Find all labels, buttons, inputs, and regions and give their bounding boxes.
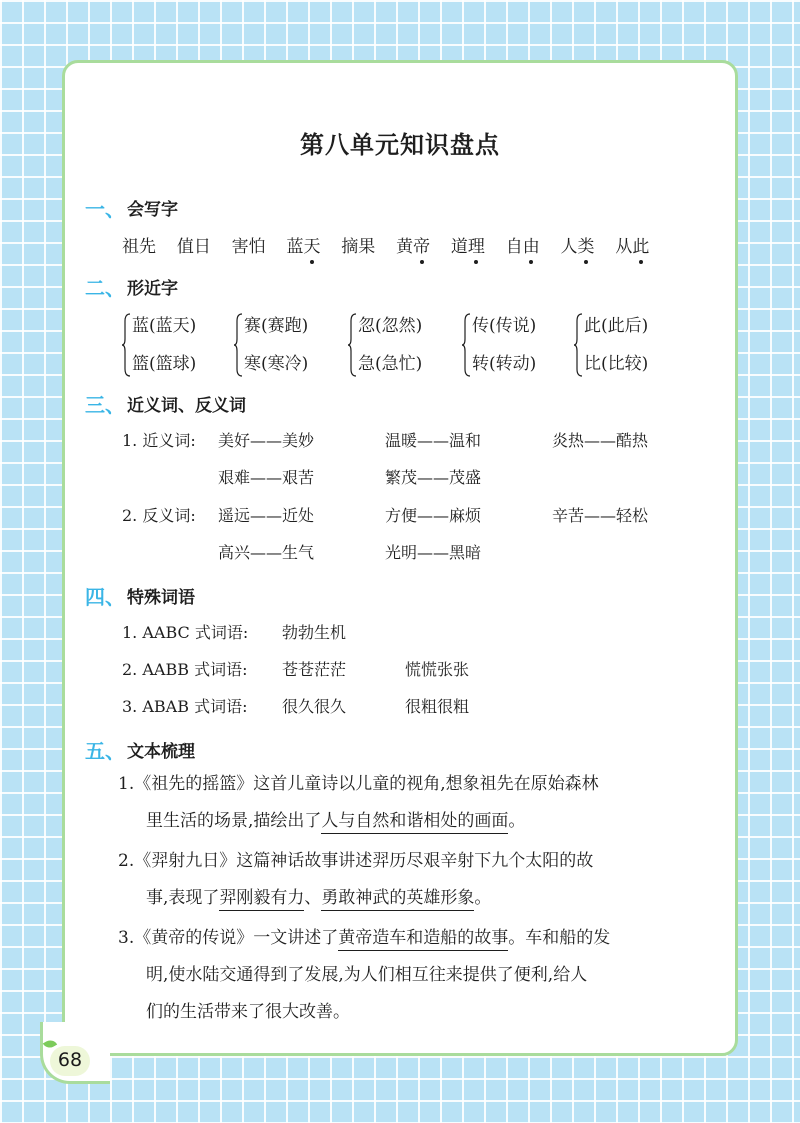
brace-icon <box>122 313 132 377</box>
antonym-label: 2. 反义词: <box>122 506 196 525</box>
word-char: 值 <box>176 237 194 257</box>
section-title: 会写字 <box>127 200 178 220</box>
word-char: 道 <box>450 237 468 257</box>
section-number: 二、 <box>85 276 125 300</box>
word-pair: 炎热——酷热 <box>552 431 649 450</box>
word-char-dotted: 理 <box>468 232 485 257</box>
special-word: 勃勃生机 <box>282 623 347 642</box>
word-char: 果 <box>358 237 376 257</box>
special-word: 苍苍茫茫 <box>282 660 347 679</box>
underlined-phrase: 羿刚毅有力 <box>219 888 304 911</box>
special-word-label: 1. AABC 式词语: <box>122 623 249 642</box>
text-review-line <box>146 880 491 917</box>
word-pair: 温暖——温和 <box>385 431 482 450</box>
special-word: 很久很久 <box>282 697 347 716</box>
word-char: 怕 <box>248 237 266 257</box>
similar-char-pair <box>462 311 572 387</box>
special-word-label: 2. AABB 式词语: <box>122 660 248 679</box>
word-pair: 方便——麻烦 <box>385 506 482 525</box>
word-pair: 艰难——艰苦 <box>218 468 315 487</box>
word-pair: 美好——美妙 <box>218 431 315 450</box>
word-char: 日 <box>193 237 211 257</box>
word-char-dotted: 类 <box>578 232 595 257</box>
word-pair: 辛苦——轻松 <box>552 506 649 525</box>
special-word-label: 3. ABAB 式词语: <box>122 697 248 716</box>
text-segment: 、 <box>304 888 322 908</box>
word-char: 摘 <box>341 237 359 257</box>
page-title: 第八单元知识盘点 <box>300 131 500 159</box>
word-char-dotted: 天 <box>303 232 320 257</box>
underlined-phrase: 人与自然和谐相处的画面 <box>321 811 508 834</box>
similar-char-top: 此(此后) <box>584 316 649 336</box>
underlined-phrase: 黄帝造车和造船的故事 <box>338 928 508 951</box>
word-char: 人 <box>560 237 578 257</box>
brace-icon <box>462 313 472 377</box>
special-word: 慌慌张张 <box>405 660 470 679</box>
section-number: 一、 <box>85 197 125 221</box>
word-pair: 高兴——生气 <box>218 543 315 562</box>
word-char: 蓝 <box>286 237 304 257</box>
word-pair: 遥远——近处 <box>218 506 315 525</box>
word-char-dotted: 此 <box>632 232 649 257</box>
brace-icon <box>574 313 584 377</box>
similar-char-pair <box>122 311 232 387</box>
word-char: 黄 <box>396 237 414 257</box>
word-char: 自 <box>505 237 523 257</box>
similar-char-top: 赛(赛跑) <box>244 316 309 336</box>
word-char: 先 <box>139 237 156 257</box>
text-segment: 3.《黄帝的传说》一文讲述了 <box>118 928 339 948</box>
synonym-label: 1. 近义词: <box>122 431 196 450</box>
text-review-line: 们的生活带来了很大改善。 <box>146 1002 350 1022</box>
section-number: 三、 <box>85 393 125 417</box>
text-segment: 。车和船的发 <box>508 928 611 948</box>
section-number: 四、 <box>85 585 125 609</box>
section-heading-2 <box>85 272 178 301</box>
text-review-line: 1.《祖先的摇篮》这首儿童诗以儿童的视角,想象祖先在原始森林 <box>118 774 599 794</box>
page-number: 68 <box>57 1049 83 1071</box>
text-review-line <box>118 920 610 957</box>
section-title: 形近字 <box>127 279 178 299</box>
similar-char-pair <box>574 311 684 387</box>
similar-char-top: 传(传说) <box>472 316 537 336</box>
brace-icon <box>234 313 244 377</box>
text-segment: 里生活的场景,描绘出了 <box>146 811 322 831</box>
text-review-line: 2.《羿射九日》这篇神话故事讲述羿历尽艰辛射下九个太阳的故 <box>118 851 594 871</box>
word-char: 害 <box>231 237 249 257</box>
underlined-phrase: 勇敢神武的英雄形象 <box>321 888 474 911</box>
word-pair: 繁茂——茂盛 <box>385 468 482 487</box>
similar-char-bottom: 比(比较) <box>584 354 649 374</box>
text-segment: 事,表现了 <box>146 888 220 908</box>
text-segment: 。 <box>508 811 526 831</box>
section-title: 近义词、反义词 <box>127 396 246 416</box>
section-number: 五、 <box>85 739 125 763</box>
section-title: 文本梳理 <box>127 742 195 762</box>
write-words-row <box>122 232 649 257</box>
word-char-dotted: 由 <box>523 232 540 257</box>
similar-char-bottom: 篮(篮球) <box>132 354 197 374</box>
word-char: 祖 <box>122 237 139 257</box>
similar-char-bottom: 寒(寒冷) <box>244 354 309 374</box>
similar-char-pair <box>234 311 344 387</box>
similar-char-bottom: 急(急忙) <box>358 354 423 374</box>
section-heading-5 <box>85 735 195 764</box>
word-char: 从 <box>615 237 633 257</box>
similar-char-top: 蓝(蓝天) <box>132 316 197 336</box>
word-pair: 光明——黑暗 <box>385 543 482 562</box>
word-char-dotted: 帝 <box>413 232 430 257</box>
text-review-line <box>146 803 525 840</box>
similar-char-pair <box>348 311 458 387</box>
similar-char-bottom: 转(转动) <box>472 354 537 374</box>
similar-char-top: 忽(忽然) <box>358 316 423 336</box>
section-heading-1 <box>85 193 178 222</box>
special-word: 很粗很粗 <box>405 697 470 716</box>
section-heading-3 <box>85 389 246 418</box>
section-title: 特殊词语 <box>127 588 195 608</box>
brace-icon <box>348 313 358 377</box>
text-review-line: 明,使水陆交通得到了发展,为人们相互往来提供了便利,给人 <box>146 965 588 985</box>
text-segment: 。 <box>474 888 492 908</box>
section-heading-4 <box>85 581 195 610</box>
